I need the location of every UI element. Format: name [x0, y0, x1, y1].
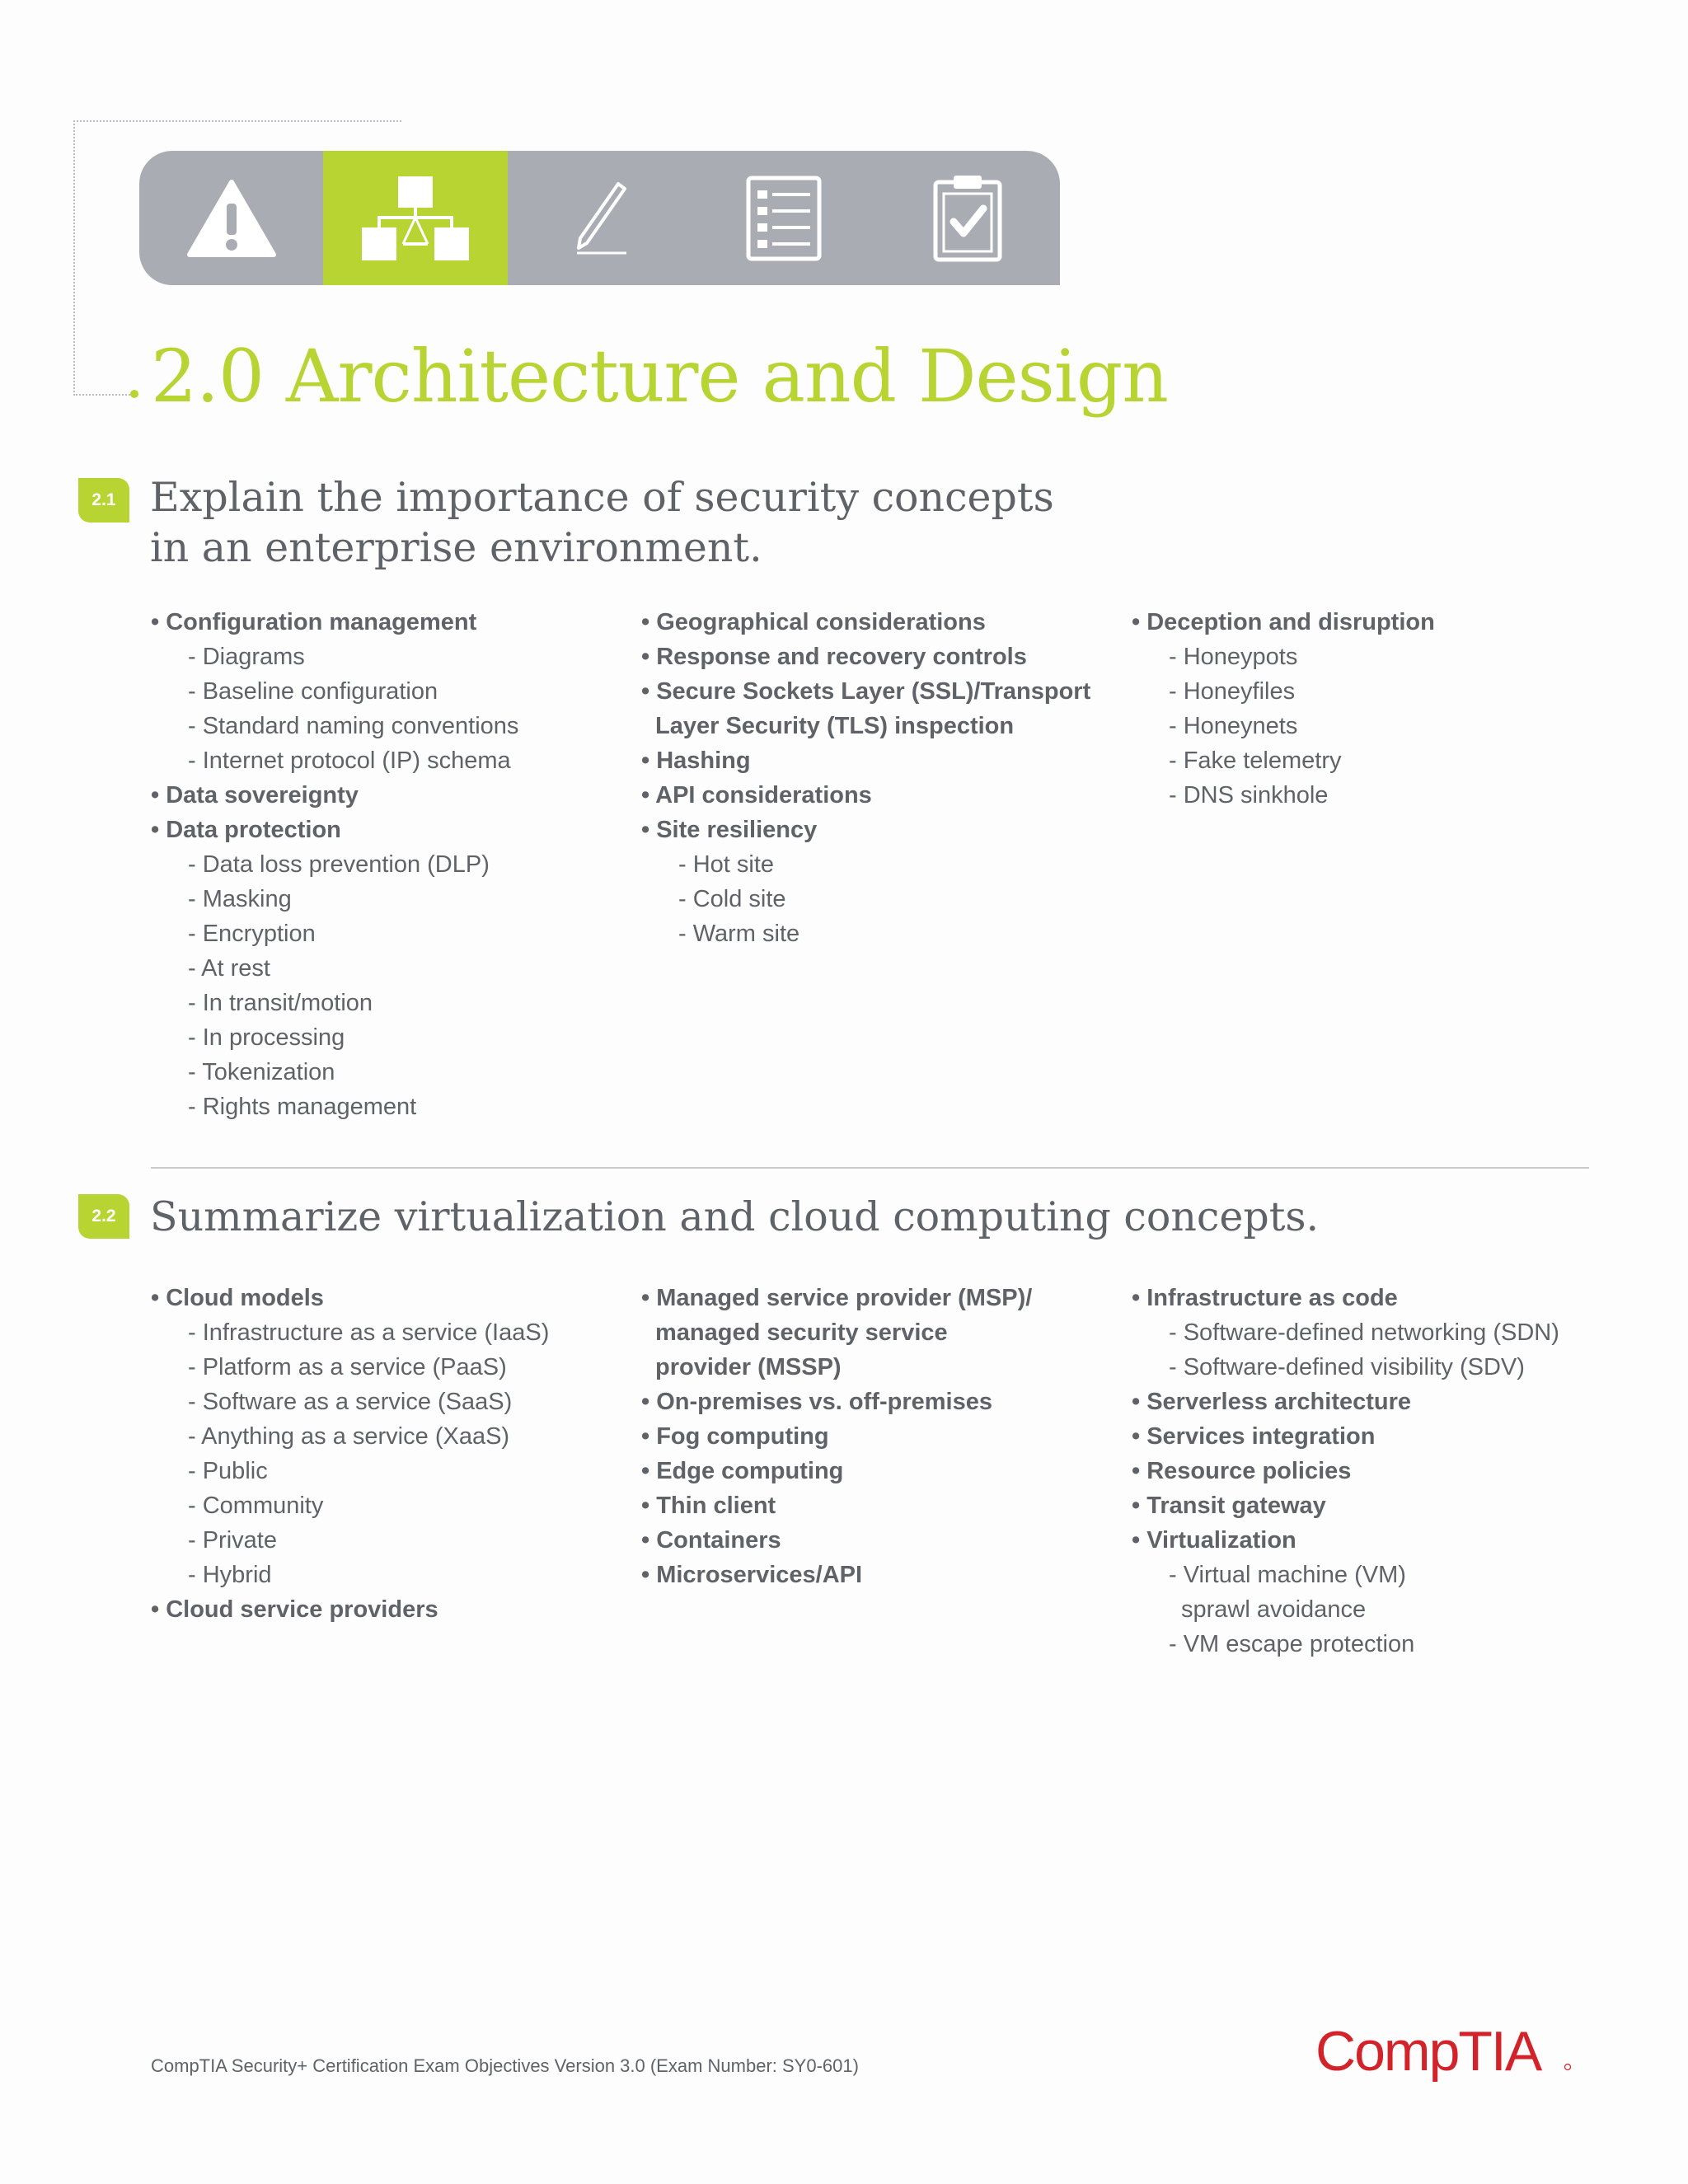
objective-item: • Resource policies [1132, 1458, 1352, 1484]
objective-item: • Configuration management [151, 609, 477, 635]
objective-subitem: - Masking [188, 886, 292, 912]
objective-subitem: - Encryption [188, 921, 316, 947]
objective-item: • Transit gateway [1132, 1493, 1326, 1519]
objective-subitem: - Community [188, 1493, 324, 1519]
objective-item: • Fog computing [641, 1423, 829, 1450]
icon-cell-warning [139, 151, 323, 285]
objective-item: • Infrastructure as code [1132, 1285, 1398, 1311]
objective-item: provider (MSSP) [655, 1354, 842, 1380]
objective-subitem: - Rights management [188, 1094, 417, 1120]
objective-subitem: - Platform as a service (PaaS) [188, 1354, 507, 1380]
warning-icon [186, 179, 277, 258]
objective-subitem: - Fake telemetry [1169, 748, 1342, 774]
objective-item: Layer Security (TLS) inspection [655, 713, 1015, 739]
objective-subitem: - Infrastructure as a service (IaaS) [188, 1319, 550, 1346]
objective-subitem: - VM escape protection [1169, 1631, 1415, 1657]
icon-cell-clipboard [876, 151, 1060, 285]
objectives-column [641, 605, 1119, 951]
objective-subitem: - Cold site [678, 886, 786, 912]
objectives-column [1132, 1281, 1610, 1661]
objective-subitem: - Hybrid [188, 1562, 272, 1588]
objective-subitem: - Diagrams [188, 644, 305, 670]
objective-item: • Deception and disruption [1132, 609, 1435, 635]
objective-item: • Response and recovery controls [641, 644, 1027, 670]
objective-item: • Managed service provider (MSP)/ [641, 1285, 1033, 1311]
objective-subitem: - Virtual machine (VM) [1169, 1562, 1406, 1588]
section-badge-2-1: 2.1 [78, 478, 129, 523]
objective-item: • Thin client [641, 1493, 776, 1519]
objective-subitem: - Public [188, 1458, 268, 1484]
objective-item: • Secure Sockets Layer (SSL)/Transport [641, 678, 1091, 705]
objective-subitem: - Honeyfiles [1169, 678, 1296, 705]
objective-subitem: - Hot site [678, 851, 775, 878]
icon-cell-checklist [692, 151, 875, 285]
objectives-column [641, 1281, 1119, 1592]
objective-item: • On-premises vs. off-premises [641, 1389, 992, 1415]
comptia-logo-mark [1315, 2019, 1579, 2085]
objective-item: • Site resiliency [641, 817, 818, 843]
objective-subitem: - Baseline configuration [188, 678, 438, 705]
objective-subitem: - Honeypots [1169, 644, 1298, 670]
objective-subitem: - Standard naming conventions [188, 713, 519, 739]
icon-cell-diagram [323, 151, 507, 285]
checklist-icon [746, 176, 822, 261]
objectives-column [151, 605, 629, 1124]
section-title-line: in an enterprise environment. [150, 524, 762, 571]
footer-text: CompTIA Security+ Certification Exam Objectives Version 3.0 (Exam Number: SY0-601) [151, 2055, 859, 2076]
objective-subitem: - Anything as a service (XaaS) [188, 1423, 510, 1450]
objective-item: • Services integration [1132, 1423, 1376, 1450]
section-badge-2-2: 2.2 [78, 1194, 129, 1239]
objective-subitem: - At rest [188, 955, 270, 982]
guide-dot [130, 390, 138, 398]
page-title: 2.0 Architecture and Design [151, 334, 1168, 419]
objective-item: • Cloud models [151, 1285, 324, 1311]
objective-item: • Serverless architecture [1132, 1389, 1412, 1415]
objectives-column [1132, 605, 1610, 813]
objective-item: • Data protection [151, 817, 341, 843]
clipboard-check-icon [932, 174, 1003, 263]
objective-item: • Virtualization [1132, 1527, 1296, 1554]
objective-item: • Microservices/API [641, 1562, 863, 1588]
objective-item: managed security service [655, 1319, 948, 1346]
section-title-line: Summarize virtualization and cloud computing concepts. [150, 1193, 1320, 1240]
objective-item: • Cloud service providers [151, 1596, 438, 1623]
objective-subitem: - Software-defined visibility (SDV) [1169, 1354, 1525, 1380]
objective-subitem: - Internet protocol (IP) schema [188, 748, 511, 774]
objective-subitem: sprawl avoidance [1181, 1596, 1367, 1623]
objective-item: • Geographical considerations [641, 609, 986, 635]
objective-subitem: - In transit/motion [188, 990, 373, 1016]
objective-subitem: - In processing [188, 1024, 345, 1051]
objective-subitem: - Private [188, 1527, 277, 1554]
objective-subitem: - Warm site [678, 921, 800, 947]
objective-subitem: - Honeynets [1169, 713, 1298, 739]
network-diagram-icon [362, 175, 469, 262]
icon-cell-pen [508, 151, 692, 285]
objective-subitem: - Software-defined networking (SDN) [1169, 1319, 1559, 1346]
section-title-line: Explain the importance of security concepts [150, 474, 1054, 521]
dotted-guide-line-bottom [73, 394, 133, 396]
objective-subitem: - Software as a service (SaaS) [188, 1389, 513, 1415]
objective-item: • Containers [641, 1527, 781, 1554]
logo-wordmark: CompTIA [1315, 2020, 1541, 2083]
section-title-2-2 [150, 1192, 1319, 1242]
objectives-column [151, 1281, 629, 1627]
objective-subitem: - Data loss prevention (DLP) [188, 851, 490, 878]
comptia-logo [1315, 2019, 1579, 2088]
objective-item: • Data sovereignty [151, 782, 359, 808]
domain-icon-bar [139, 151, 1060, 285]
section-title-2-1 [150, 472, 1054, 573]
objective-item: • Edge computing [641, 1458, 844, 1484]
objective-item: • Hashing [641, 748, 751, 774]
objective-subitem: - Tokenization [188, 1059, 335, 1085]
section-divider [151, 1167, 1589, 1169]
pen-icon [567, 179, 633, 258]
objective-subitem: - DNS sinkhole [1169, 782, 1329, 808]
objective-item: • API considerations [641, 782, 872, 808]
